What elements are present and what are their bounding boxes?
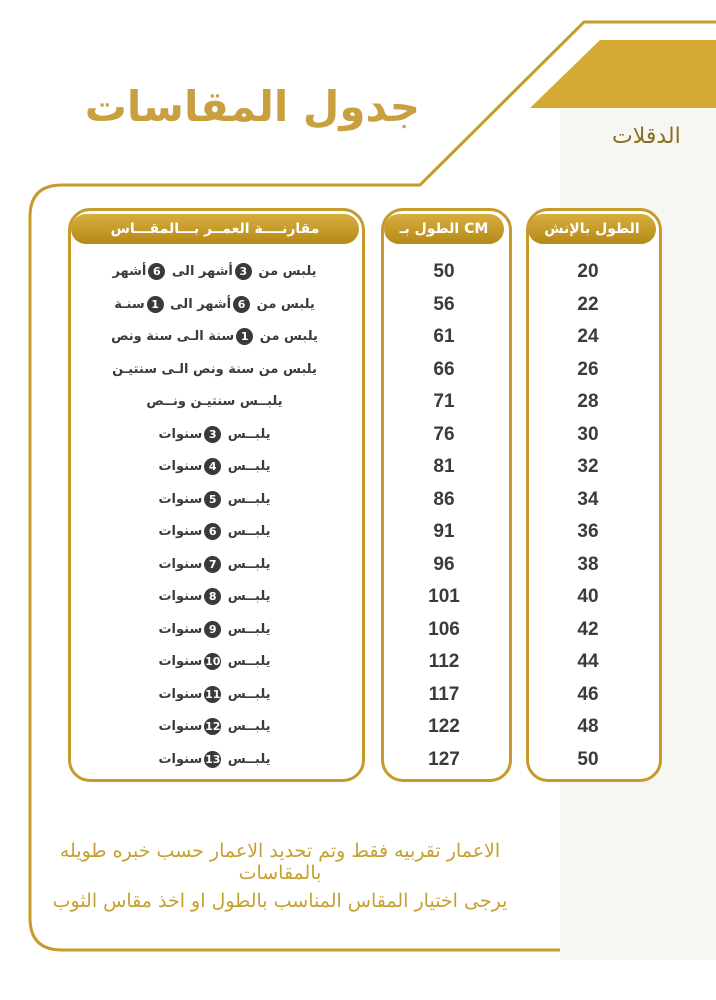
inch-value: 20 bbox=[577, 261, 599, 282]
age-text: يلبــس سنتيـن ونــص bbox=[146, 394, 283, 409]
age-text: سنوات bbox=[158, 686, 203, 702]
cm-value: 71 bbox=[433, 391, 455, 412]
inch-value: 32 bbox=[577, 456, 599, 477]
age-row bbox=[72, 321, 357, 354]
age-text: يلبــس bbox=[227, 491, 271, 507]
cm-value: 112 bbox=[428, 651, 460, 672]
number-badge: 12 bbox=[205, 720, 221, 733]
age-row bbox=[72, 386, 357, 419]
age-row bbox=[72, 581, 357, 614]
cm-value: 101 bbox=[428, 586, 460, 607]
page-title: جدول المقاسات bbox=[84, 82, 420, 131]
age-row bbox=[72, 289, 357, 322]
cm-value: 56 bbox=[433, 293, 455, 315]
age-text: سنوات bbox=[158, 621, 203, 637]
cm-value: 96 bbox=[433, 553, 455, 575]
age-text: يلبــس bbox=[227, 426, 271, 442]
age-row bbox=[72, 484, 357, 517]
note-line-2: يرجى اختيار المقاس المناسب بالطول او اخذ مقاس الثوب bbox=[52, 890, 508, 912]
cm-value: 81 bbox=[433, 456, 455, 477]
age-row bbox=[72, 646, 357, 679]
cm-value: 66 bbox=[433, 358, 455, 380]
age-column-header: مقارنــــة العمــر بـــالمقـــاس bbox=[71, 214, 359, 244]
age-row bbox=[72, 614, 357, 647]
age-text: سنوات bbox=[158, 459, 203, 474]
inch-value: 38 bbox=[577, 553, 599, 575]
age-text: سنوات bbox=[158, 524, 203, 539]
number-badge: 11 bbox=[205, 687, 221, 701]
age-row bbox=[72, 419, 357, 452]
age-text: يلبــس bbox=[227, 686, 271, 702]
inch-value: 26 bbox=[577, 358, 599, 380]
cm-value: 91 bbox=[433, 521, 455, 542]
cm-values-list bbox=[384, 256, 504, 776]
number-badge: 5 bbox=[204, 491, 221, 508]
inch-value: 30 bbox=[577, 423, 599, 445]
age-text: يلبــس bbox=[227, 751, 271, 767]
inch-value: 22 bbox=[577, 293, 599, 315]
age-text: سنة الـى سنة ونص bbox=[111, 329, 235, 344]
age-text: أشهر الى bbox=[170, 296, 232, 312]
age-text: سنوات bbox=[158, 556, 203, 572]
number-badge: 3 bbox=[204, 426, 221, 443]
cm-value: 76 bbox=[433, 423, 455, 445]
number-badge: 6 bbox=[233, 296, 250, 313]
age-row bbox=[72, 744, 357, 777]
number-badge: 6 bbox=[204, 523, 221, 540]
cm-value: 86 bbox=[433, 488, 455, 510]
age-text: يلبــس bbox=[227, 459, 271, 474]
age-text: يلبس من bbox=[256, 296, 315, 312]
age-row bbox=[72, 516, 357, 549]
inch-value: 42 bbox=[577, 618, 599, 640]
inch-value: 44 bbox=[577, 651, 599, 672]
number-badge: 10 bbox=[205, 655, 221, 668]
age-text: سنوات bbox=[158, 589, 203, 604]
inch-value: 50 bbox=[577, 748, 599, 770]
number-badge: 1 bbox=[236, 328, 253, 345]
age-text: سنوات bbox=[158, 654, 203, 669]
number-badge: 8 bbox=[204, 588, 221, 605]
age-text: يلبــس bbox=[227, 589, 271, 604]
age-text: سنوات bbox=[158, 491, 203, 507]
age-text: سنوات bbox=[158, 751, 203, 767]
age-row bbox=[72, 711, 357, 744]
cm-value: 117 bbox=[428, 683, 460, 705]
number-badge: 6 bbox=[148, 263, 165, 280]
age-text: يلبس من bbox=[258, 264, 317, 279]
age-row bbox=[72, 679, 357, 712]
inch-values-list bbox=[529, 256, 647, 776]
note-line-1: الاعمار تقربيه فقط وتم تحديد الاعمار حسب خبره طويله بالمقاسات bbox=[59, 840, 501, 884]
inch-value: 40 bbox=[577, 586, 599, 607]
age-row bbox=[72, 256, 357, 289]
inch-value: 24 bbox=[577, 326, 599, 347]
number-badge: 1 bbox=[147, 296, 164, 313]
cm-value: 61 bbox=[433, 326, 455, 347]
age-text: أشهر الى bbox=[171, 264, 233, 279]
cm-value: 50 bbox=[433, 261, 455, 282]
inch-value: 28 bbox=[577, 391, 599, 412]
cm-value: 122 bbox=[428, 716, 460, 737]
age-row bbox=[72, 549, 357, 582]
age-text: يلبــس bbox=[227, 556, 271, 572]
section-label: الدقلات bbox=[612, 124, 681, 149]
age-text: يلبــس bbox=[227, 654, 271, 669]
number-badge: 4 bbox=[204, 458, 221, 475]
number-badge: 3 bbox=[235, 263, 252, 280]
inch-value: 34 bbox=[577, 488, 599, 510]
age-row bbox=[72, 354, 357, 387]
inch-value: 36 bbox=[577, 521, 599, 542]
number-badge: 9 bbox=[204, 621, 221, 638]
age-text: يلبــس bbox=[227, 719, 271, 734]
cm-column-header: الطول بـ CM bbox=[384, 214, 504, 244]
inch-value: 46 bbox=[577, 683, 599, 705]
inch-value: 48 bbox=[577, 716, 599, 737]
number-badge: 7 bbox=[204, 556, 221, 573]
age-text: أشهر bbox=[112, 264, 147, 279]
age-text: يلبس من سنة ونص الـى سنتيـن bbox=[112, 361, 317, 377]
age-text: سنوات bbox=[158, 719, 203, 734]
cm-value: 106 bbox=[428, 618, 460, 640]
age-values-list bbox=[72, 256, 357, 776]
number-badge: 13 bbox=[205, 752, 221, 766]
age-row bbox=[72, 451, 357, 484]
age-text: يلبــس bbox=[227, 621, 271, 637]
age-text: سنـة bbox=[114, 296, 145, 312]
cm-value: 127 bbox=[428, 748, 460, 770]
inch-column-header: الطول بالإنش bbox=[528, 214, 656, 244]
age-text: يلبــس bbox=[227, 524, 271, 539]
age-text: سنوات bbox=[158, 426, 203, 442]
age-text: يلبس من bbox=[259, 329, 318, 344]
